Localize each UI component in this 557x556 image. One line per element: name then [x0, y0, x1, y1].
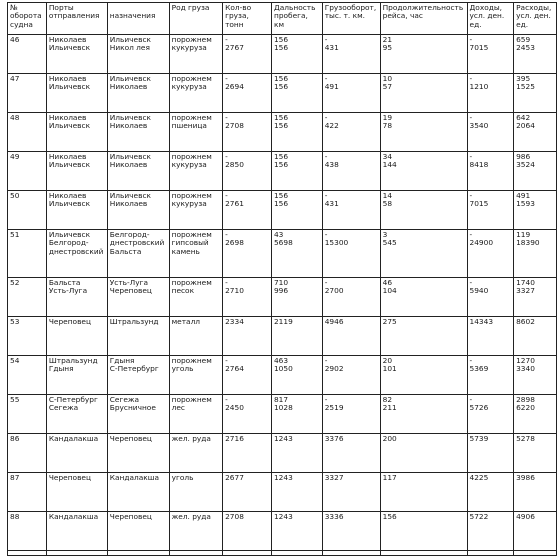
cut-off-cell — [46, 551, 107, 556]
cell-distance: 710 996 — [271, 278, 322, 317]
cell-port-from: Николаев Ильичевск — [46, 152, 107, 191]
cell-expense: 642 2064 — [514, 113, 557, 152]
cell-cargo: порожнем кукуруза — [169, 74, 222, 113]
header-voyage-number: № оборота судна — [8, 3, 47, 35]
cell-quantity: 2334 — [223, 317, 272, 356]
cell-distance: 156 156 — [271, 74, 322, 113]
cell-port-to: Гдыня С-Петербург — [107, 356, 169, 395]
cell-duration: 19 78 — [380, 113, 467, 152]
cell-duration: 34 144 — [380, 152, 467, 191]
cell-port-from: Череповец — [46, 317, 107, 356]
cell-cargo: порожнем кукуруза — [169, 191, 222, 230]
cell-port-from: Штральзунд Гдыня — [46, 356, 107, 395]
cut-off-cell — [467, 551, 514, 556]
cell-port-to: Усть-Луга Череповец — [107, 278, 169, 317]
table-row — [8, 356, 557, 395]
cell-distance: 463 1050 — [271, 356, 322, 395]
cell-expense: 8602 — [514, 317, 557, 356]
cell-income: - 24900 — [467, 230, 514, 278]
cell-quantity: - 2764 — [223, 356, 272, 395]
cell-expense: 5278 — [514, 434, 557, 473]
header-duration: Продолжительность рейса, час — [380, 3, 467, 35]
cell-duration: 117 — [380, 473, 467, 512]
cell-cargo-turnover: 3327 — [322, 473, 380, 512]
cell-voyage-number: 51 — [8, 230, 47, 278]
cell-income: 14343 — [467, 317, 514, 356]
table-header-row — [8, 3, 557, 35]
cell-quantity: - 2761 — [223, 191, 272, 230]
cell-port-from: С-Петербург Сегежа — [46, 395, 107, 434]
header-ports-label: Порты — [48, 3, 74, 12]
voyage-economics-table — [7, 2, 557, 556]
cell-port-from: Николаев Ильичевск — [46, 35, 107, 74]
cell-cargo-turnover: - 431 — [322, 35, 380, 74]
cell-cargo: порожнем песок — [169, 278, 222, 317]
cell-cargo-turnover: - 438 — [322, 152, 380, 191]
table-body — [8, 3, 557, 556]
cell-cargo: порожнем лес — [169, 395, 222, 434]
table-row — [8, 191, 557, 230]
cut-off-cell — [8, 551, 47, 556]
cell-port-to: Ильичевск Николаев — [107, 113, 169, 152]
cell-cargo: уголь — [169, 473, 222, 512]
cell-port-to: Кандалакша — [107, 473, 169, 512]
cell-voyage-number: 55 — [8, 395, 47, 434]
table-row — [8, 473, 557, 512]
cell-expense: 986 3524 — [514, 152, 557, 191]
cell-port-to: Штральзунд — [107, 317, 169, 356]
cell-cargo-turnover: - 2519 — [322, 395, 380, 434]
cell-distance: 817 1028 — [271, 395, 322, 434]
cell-duration: 14 58 — [380, 191, 467, 230]
header-quantity: Кол-во груза, тонн — [223, 3, 272, 35]
header-from-label: отправления — [48, 11, 100, 21]
cell-expense: 4906 — [514, 512, 557, 551]
cell-income: - 8418 — [467, 152, 514, 191]
cell-cargo-turnover: - 2700 — [322, 278, 380, 317]
cell-cargo: жел. руда — [169, 434, 222, 473]
cell-port-from: Николаев Ильичевск — [46, 191, 107, 230]
cell-cargo-turnover: - 431 — [322, 191, 380, 230]
cell-duration: 275 — [380, 317, 467, 356]
cell-expense: 491 1593 — [514, 191, 557, 230]
cell-voyage-number: 87 — [8, 473, 47, 512]
cell-distance: 156 156 — [271, 152, 322, 191]
table-row — [8, 35, 557, 74]
cell-voyage-number: 47 — [8, 74, 47, 113]
cell-cargo: порожнем кукуруза — [169, 152, 222, 191]
cell-quantity: - 2698 — [223, 230, 272, 278]
header-port-from — [46, 3, 107, 35]
cell-duration: 200 — [380, 434, 467, 473]
cell-port-to: Белгород- днестровский Бальста — [107, 230, 169, 278]
cell-quantity: - 2850 — [223, 152, 272, 191]
table-row — [8, 395, 557, 434]
cut-off-cell — [271, 551, 322, 556]
cell-quantity: - 2710 — [223, 278, 272, 317]
cell-expense: 3986 — [514, 473, 557, 512]
cell-quantity: - 2450 — [223, 395, 272, 434]
cell-distance: 2119 — [271, 317, 322, 356]
cell-cargo: порожнем гипсовый камень — [169, 230, 222, 278]
table-row — [8, 152, 557, 191]
voyage-table-sheet — [7, 2, 557, 556]
cell-duration: 82 211 — [380, 395, 467, 434]
cell-cargo-turnover: - 422 — [322, 113, 380, 152]
cell-expense: 119 18390 — [514, 230, 557, 278]
cell-voyage-number: 50 — [8, 191, 47, 230]
cell-quantity: 2677 — [223, 473, 272, 512]
cell-quantity: - 2708 — [223, 113, 272, 152]
cell-port-to: Ильичевск Николаев — [107, 152, 169, 191]
cell-duration: 156 — [380, 512, 467, 551]
cell-income: - 3540 — [467, 113, 514, 152]
header-to-label: назначения — [109, 11, 156, 21]
cell-income: - 5726 — [467, 395, 514, 434]
cell-cargo-turnover: 3376 — [322, 434, 380, 473]
cell-expense: 1740 3327 — [514, 278, 557, 317]
cell-expense: 1270 3340 — [514, 356, 557, 395]
cell-duration: 20 101 — [380, 356, 467, 395]
cell-port-to: Череповец — [107, 434, 169, 473]
table-row — [8, 113, 557, 152]
cell-expense: 659 2453 — [514, 35, 557, 74]
cut-off-cell — [223, 551, 272, 556]
cut-off-cell — [322, 551, 380, 556]
cell-port-to: Ильичевск Николаев — [107, 191, 169, 230]
cell-voyage-number: 52 — [8, 278, 47, 317]
header-expense: Расходы, усл. ден. ед. — [514, 3, 557, 35]
cell-distance: 1243 — [271, 512, 322, 551]
cell-port-to: Сегежа Брусничное — [107, 395, 169, 434]
cell-cargo-turnover: 3336 — [322, 512, 380, 551]
cell-port-from: Череповец — [46, 473, 107, 512]
cell-cargo-turnover: - 491 — [322, 74, 380, 113]
cell-distance: 43 5698 — [271, 230, 322, 278]
header-distance: Дальность пробега, км — [271, 3, 322, 35]
cell-quantity: - 2694 — [223, 74, 272, 113]
cell-distance: 156 156 — [271, 113, 322, 152]
table-row — [8, 74, 557, 113]
cell-port-from: Кандалакша — [46, 512, 107, 551]
cell-cargo-turnover: 4946 — [322, 317, 380, 356]
cell-duration: 3 545 — [380, 230, 467, 278]
cell-distance: 156 156 — [271, 35, 322, 74]
cell-port-from: Николаев Ильичевск — [46, 74, 107, 113]
cell-cargo: порожнем уголь — [169, 356, 222, 395]
table-row-cut-off — [8, 551, 557, 556]
header-cargo-turnover: Грузооборот, тыс. т. км. — [322, 3, 380, 35]
cell-quantity: 2716 — [223, 434, 272, 473]
cell-voyage-number: 54 — [8, 356, 47, 395]
cell-expense: 2898 6220 — [514, 395, 557, 434]
header-income: Доходы, усл. ден. ед. — [467, 3, 514, 35]
cell-quantity: - 2767 — [223, 35, 272, 74]
cell-expense: 395 1525 — [514, 74, 557, 113]
cell-voyage-number: 46 — [8, 35, 47, 74]
cell-cargo: порожнем кукуруза — [169, 35, 222, 74]
cell-quantity: 2708 — [223, 512, 272, 551]
cell-cargo-turnover: - 2902 — [322, 356, 380, 395]
cell-income: - 7015 — [467, 191, 514, 230]
cell-voyage-number: 88 — [8, 512, 47, 551]
cell-port-from: Бальста Усть-Луга — [46, 278, 107, 317]
cell-distance: 156 156 — [271, 191, 322, 230]
cell-income: 5722 — [467, 512, 514, 551]
table-row — [8, 230, 557, 278]
cell-distance: 1243 — [271, 434, 322, 473]
cell-income: - 5940 — [467, 278, 514, 317]
cell-income: 4225 — [467, 473, 514, 512]
cell-income: - 1210 — [467, 74, 514, 113]
cell-port-from: Ильичевск Белгород- днестровский — [46, 230, 107, 278]
cell-income: - 5369 — [467, 356, 514, 395]
cell-voyage-number: 49 — [8, 152, 47, 191]
table-row — [8, 512, 557, 551]
cell-cargo: порожнем пшеница — [169, 113, 222, 152]
cut-off-cell — [107, 551, 169, 556]
cell-voyage-number: 53 — [8, 317, 47, 356]
cell-duration: 21 95 — [380, 35, 467, 74]
cut-off-cell — [380, 551, 467, 556]
cell-cargo: жел. руда — [169, 512, 222, 551]
cell-distance: 1243 — [271, 473, 322, 512]
cell-cargo: металл — [169, 317, 222, 356]
cell-duration: 46 104 — [380, 278, 467, 317]
header-port-to — [107, 3, 169, 35]
cut-off-cell — [169, 551, 222, 556]
cell-port-to: Череповец — [107, 512, 169, 551]
table-row — [8, 317, 557, 356]
table-row — [8, 278, 557, 317]
cell-voyage-number: 86 — [8, 434, 47, 473]
cell-port-from: Николаев Ильичевск — [46, 113, 107, 152]
cell-income: 5739 — [467, 434, 514, 473]
cut-off-cell — [514, 551, 557, 556]
cell-duration: 10 57 — [380, 74, 467, 113]
cell-port-to: Ильичевск Николаев — [107, 74, 169, 113]
cell-port-to: Ильичевск Никол лея — [107, 35, 169, 74]
cell-cargo-turnover: - 15300 — [322, 230, 380, 278]
header-cargo: Род груза — [169, 3, 222, 35]
cell-voyage-number: 48 — [8, 113, 47, 152]
cell-port-from: Кандалакша — [46, 434, 107, 473]
cell-income: - 7015 — [467, 35, 514, 74]
table-row — [8, 434, 557, 473]
